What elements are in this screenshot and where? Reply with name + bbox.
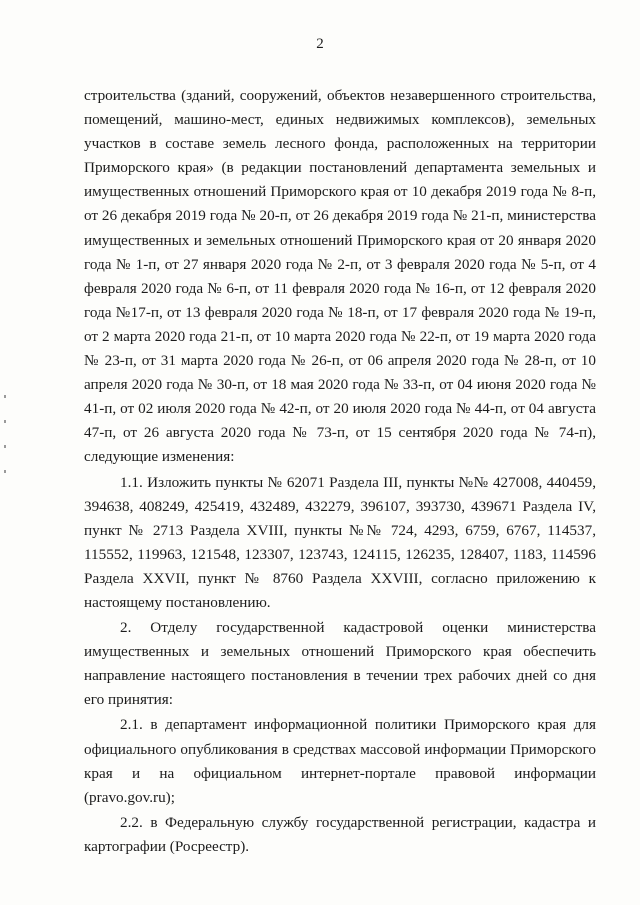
page-number: 2 <box>316 36 324 52</box>
margin-marks <box>4 395 12 495</box>
paragraph-2-1: 2.1. в департамент информационной политики Приморского края для официального опубликования в средствах массовой информации Приморского края и на официальном интернет-портале правовой информации (pravo.gov.ru); <box>84 716 596 806</box>
paragraph-2: 2. Отделу государственной кадастровой оценки министерства имущественных и земельных отношений Приморского края обеспечить направление настоящего постановления в течении трех рабочих дней со дня его принятия: <box>84 619 596 709</box>
paragraph-continuation: строительства (зданий, сооружений, объектов незавершенного строительства, помещений, машино-мест, единых недвижимых комплексов), земельных участков в составе земель лесного фонда, расположенных на территории Приморского края» (в редакции постановлений департамента земельных и имущественных отношений Приморского края от 10 декабря 2019 года № 8-п, от 26 декабря 2019 года № 20-п, от 26 декабря 2019 года № 21-п, министерства имущественных и земельных отношений Приморского края от 20 января 2020 года № 1-п, от 27 января 2020 года № 2-п, от 3 февраля 2020 года № 5-п, от 4 февраля 2020 года № 6-п, от 11 февраля 2020 года № 16-п, от 12 февраля 2020 года №17-п, от 13 февраля 2020 года № 18-п, от 17 февраля 2020 года № 19-п, от 2 марта 2020 года 21-п, от 10 марта 2020 года № 22-п, от 19 марта 2020 года № 23-п, от 31 марта 2020 года № 26-п, от 06 апреля 2020 года № 28-п, от 10 апреля 2020 года № 30-п, от 18 мая 2020 года № 33-п, от 04 июня 2020 года № 41-п, от 02 июля 2020 года № 42-п, от 20 июля 2020 года № 44-п, от 04 августа 47-п, от 26 августа 2020 года № 73-п, от 15 сентября 2020 года № 74-п), следующие изменения: <box>84 87 596 466</box>
paragraph-2-2: 2.2. в Федеральную службу государственной регистрации, кадастра и картографии (Росреестр). <box>84 813 596 855</box>
paragraph-1-1: 1.1. Изложить пункты № 62071 Раздела III, пункты №№ 427008, 440459, 394638, 408249, 425419, 432489, 432279, 396107, 393730, 439671 Раздела IV, пункт № 2713 Раздела XVIII, пункты №№ 724, 4293, 6759, 6767, 114537, 115552, 119963, 121548, 123307, 123743, 124115, 126235, 128407, 1183, 114596 Раздела XXVII, пункт № 8760 Раздела XXVIII, согласно приложению к настоящему постановлению. <box>84 473 596 611</box>
document-body <box>84 84 596 859</box>
